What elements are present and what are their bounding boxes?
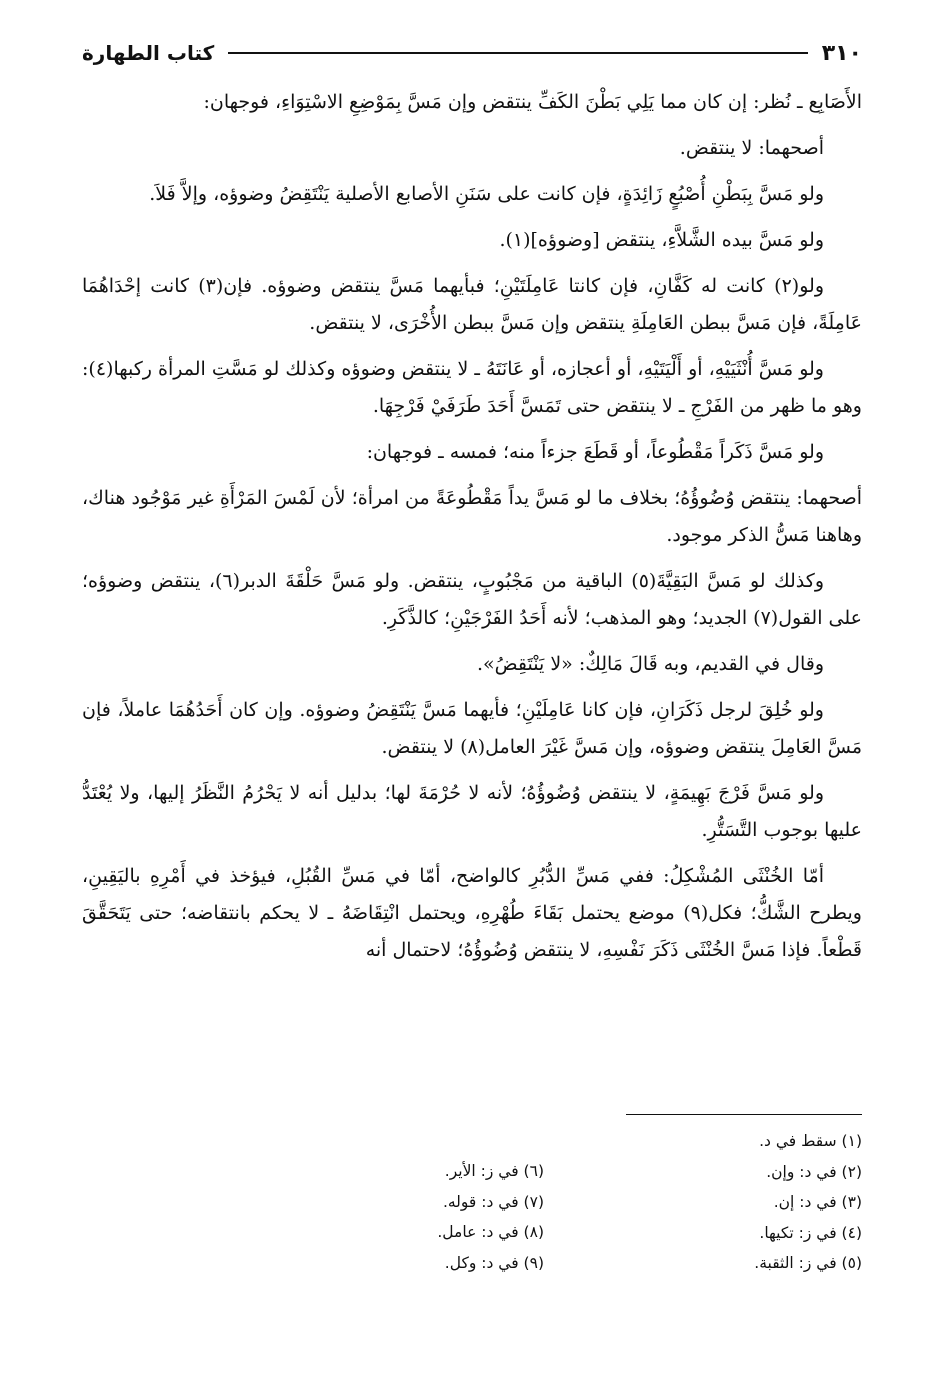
paragraph: ولو مَسَّ فَرْجَ بَهِيمَةٍ، لا ينتقض وُضُوؤُهُ؛ لأنه لا حُرْمَةَ لها؛ بدليل أنه لا يَحْرُمُ النَّظَرُ إليها، ولا يُعْتَدُّ عليها بوجوب التَّسَتُّرِ. [82,782,862,841]
footnote: (٣) في د: إن. [773,1193,862,1211]
paragraph: ولو مَسَّ بِبَطْنِ أُصْبُعٍ زَائِدَةٍ، فإن كانت على سَنَنِ الأصابع الأصلية يَنْتَقِضُ وضوؤه، وإلاَّ فَلاَ. [149,183,824,205]
footnote: (٥) في ز: الثقبة. [754,1254,862,1272]
header-rule [228,52,807,54]
running-title: كتاب الطهارة [82,41,215,65]
footnotes [82,1126,862,1306]
paragraph: أمّا الخُنْثَى المُشْكِلُ: ففي مَسِّ الدُّبُرِ كالواضح، أمّا في مَسِّ القُبُلِ، فيؤخذ في أَمْرِهِ باليَقِينِ، ويطرح الشَّكُّ؛ فكل(٩) موضع يحتمل بَقَاءَ طُهْرِهِ، ويحتمل انْتِقَاضَهُ ـ لا يحكم بانتقاضه؛ حتى يَتَحَقَّقَ قَطْعاً. فإذا مَسَّ الخُنْثَى ذَكَرَ نَفْسِهِ، لا ينتقض وُضُوؤُهُ؛ لاحتمال أنه [82,865,862,961]
paragraph: وكذلك لو مَسَّ البَقِيَّةَ(٥) الباقية من مَجْبُوبٍ، ينتقض. ولو مَسَّ حَلْقَةَ الدبر(٦)، ينتقض وضوؤه؛ على القول(٧) الجديد؛ وهو المذهب؛ لأنه أَحَدُ الفَرْجَيْنِ؛ كالذَّكَرِ. [82,570,862,629]
footnote-column-right [754,1126,862,1279]
paragraph: ولو خُلِقَ لرجل ذَكَرَانِ، فإن كانا عَامِلَيْنِ؛ فأيهما مَسَّ يَنْتَقِضُ وضوؤه. وإن كان أَحَدُهُمَا عاملاً، فإن مَسَّ العَامِلَ ينتقض وضوؤه، وإن مَسَّ غَيْرَ العامل(٨) لا ينتقض. [82,699,862,758]
page-number: ٣١٠ [821,40,862,66]
paragraph: ولو(٢) كانت له كَفَّانِ، فإن كانتا عَامِلَتَيْنِ؛ فبأيهما مَسَّ ينتقض وضوؤه. فإن(٣) كانت إحْدَاهُمَا عَامِلَةً، فإن مَسَّ ببطن العَامِلَةِ ينتقض وإن مَسَّ ببطن الأُخْرَى، لا ينتقض. [82,275,862,334]
footnote: (٩) في د: وكل. [444,1253,544,1272]
paragraph: أصحهما: ينتقض وُضُوؤُهُ؛ بخلاف ما لو مَسَّ يداً مَقْطُوعَةً من امرأة؛ لأن لَمْسَ المَرْأَةِ غير مَوْجُود هناك، وهاهنا مَسُّ الذكر موجود. [82,487,862,546]
footnote: (٦) في ز: الأير. [444,1162,544,1180]
paragraph: وقال في القديم، وبه قَالَ مَالِكٌ: «لا يَنْتَقِضُ». [476,653,824,675]
footnote: (١) سقط في د. [759,1132,862,1150]
paragraph: ولو مَسَّ أُنْثَيَيْهِ، أو أَلْيَتَيْهِ، أو أعجازه، أو عَانَتَهُ ـ لا ينتقض وضوؤه وكذلك لو مَسَّتِ المرأة ركبها(٤): وهو ما ظهر من الفَرْجِ ـ لا ينتقض حتى تَمَسَّ أَحَدَ طَرَفَيْ فَرْجِهَا. [82,358,862,417]
footnote: (٢) في د: وإن. [766,1162,862,1181]
footnote-separator [626,1114,862,1115]
paragraph: ولو مَسَّ ذَكَراً مَقْطُوعاً، أو قَطَعَ جزءاً منه؛ فمسه ـ فوجهان: [366,441,824,463]
footnote: (٨) في د: عامل. [437,1223,544,1241]
paragraph: أصحهما: لا ينتقض. [679,137,824,159]
footnote: (٧) في د: قوله. [442,1192,544,1211]
paragraph: ولو مَسَّ بيده الشَّلاَّءِ، ينتقض [وضوؤه](١). [499,229,824,251]
paragraph: الأَصَابِع ـ نُظر: إن كان مما يَلِي بَطْنَ الكَفِّ ينتقض وإن مَسَّ بِمَوْضِعِ الاسْتِوَاءِ، فوجهان: [203,91,862,113]
footnote: (٤) في ز: تكيها. [759,1223,862,1242]
running-header [82,36,862,70]
main-text [82,84,862,978]
footnote-column-left [437,1156,544,1278]
